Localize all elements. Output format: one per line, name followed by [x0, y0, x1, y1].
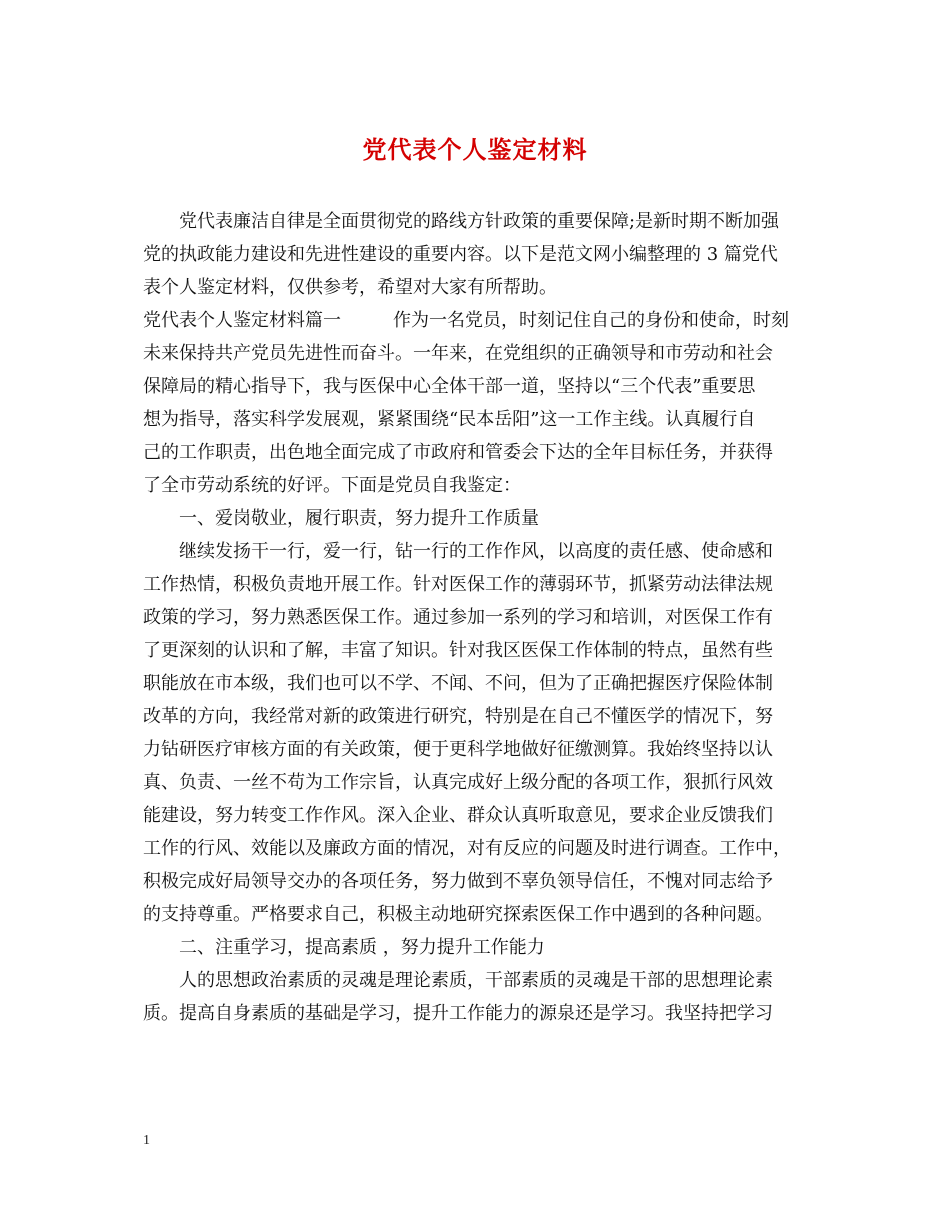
paragraph-line: 能建设，努力转变工作作风。深入企业、群众认真听取意见，要求企业反馈我们 [143, 805, 773, 826]
paragraph-line: 职能放在市本级，我们也可以不学、不闻、不问，但为了正确把握医疗保险体制 [143, 673, 773, 694]
paragraph-line: 改革的方向，我经常对新的政策进行研究，特别是在自己不懂医学的情况下，努 [143, 706, 773, 727]
paragraph-line: 未来保持共产党员先进性而奋斗。一年来，在党组织的正确领导和市劳动和社会 [143, 343, 773, 364]
paragraph-line: 工作热情，积极负责地开展工作。针对医保工作的薄弱环节，抓紧劳动法律法规 [143, 574, 773, 595]
paragraph-line: 积极完成好局领导交办的各项任务，努力做到不辜负领导信任，不愧对同志给予 [143, 871, 773, 892]
paragraph-line: 工作的行风、效能以及廉政方面的情况，对有反应的问题及时进行调查。工作中， [143, 838, 791, 859]
paragraph-line: 质。提高自身素质的基础是学习，提升工作能力的源泉还是学习。我坚持把学习 [143, 1003, 773, 1024]
paragraph-line: 继续发扬干一行，爱一行，钻一行的工作作风，以高度的责任感、使命感和 [179, 541, 773, 562]
document-body [143, 205, 819, 1030]
paragraph-line: 真、负责、一丝不苟为工作宗旨，认真完成好上级分配的各项工作，狠抓行风效 [143, 772, 773, 793]
subheading-line: 一、爱岗敬业，履行职责，努力提升工作质量 [179, 508, 539, 529]
document-title: 党代表个人鉴定材料 [362, 135, 588, 164]
section-label: 党代表个人鉴定材料篇一 [143, 310, 341, 331]
paragraph-line: 党代表廉洁自律是全面贯彻党的路线方针政策的重要保障;是新时期不断加强 [179, 211, 780, 232]
paragraph-line: 人的思想政治素质的灵魂是理论素质，干部素质的灵魂是干部的思想理论素 [179, 970, 773, 991]
paragraph-line: 党的执政能力建设和先进性建设的重要内容。以下是范文网小编整理的 3 篇党代 [143, 244, 778, 265]
paragraph-line: 作为一名党员，时刻记住自己的身份和使命，时刻 [393, 310, 789, 331]
paragraph-line: 想为指导，落实科学发展观，紧紧围绕“民本岳阳”这一工作主线。认真履行自 [143, 409, 756, 430]
paragraph-line: 了全市劳动系统的好评。下面是党员自我鉴定： [143, 475, 521, 496]
paragraph-line: 保障局的精心指导下，我与医保中心全体干部一道，坚持以“三个代表”重要思 [143, 376, 756, 397]
paragraph-line: 表个人鉴定材料，仅供参考，希望对大家有所帮助。 [143, 277, 557, 298]
paragraph-line: 政策的学习，努力熟悉医保工作。通过参加一系列的学习和培训，对医保工作有 [143, 607, 773, 628]
paragraph-line: 的支持尊重。严格要求自己，积极主动地研究探索医保工作中遇到的各种问题。 [143, 904, 773, 925]
page-number: 1 [143, 1133, 150, 1148]
paragraph-line: 己的工作职责，出色地全面完成了市政府和管委会下达的全年目标任务，并获得 [143, 442, 773, 463]
section-heading-line [143, 304, 819, 337]
paragraph-line: 了更深刻的认识和了解，丰富了知识。针对我区医保工作体制的特点，虽然有些 [143, 640, 773, 661]
subheading-line: 二、注重学习，提高素质 ，努力提升工作能力 [179, 937, 545, 958]
paragraph-line: 力钻研医疗审核方面的有关政策，便于更科学地做好征缴测算。我始终坚持以认 [143, 739, 773, 760]
